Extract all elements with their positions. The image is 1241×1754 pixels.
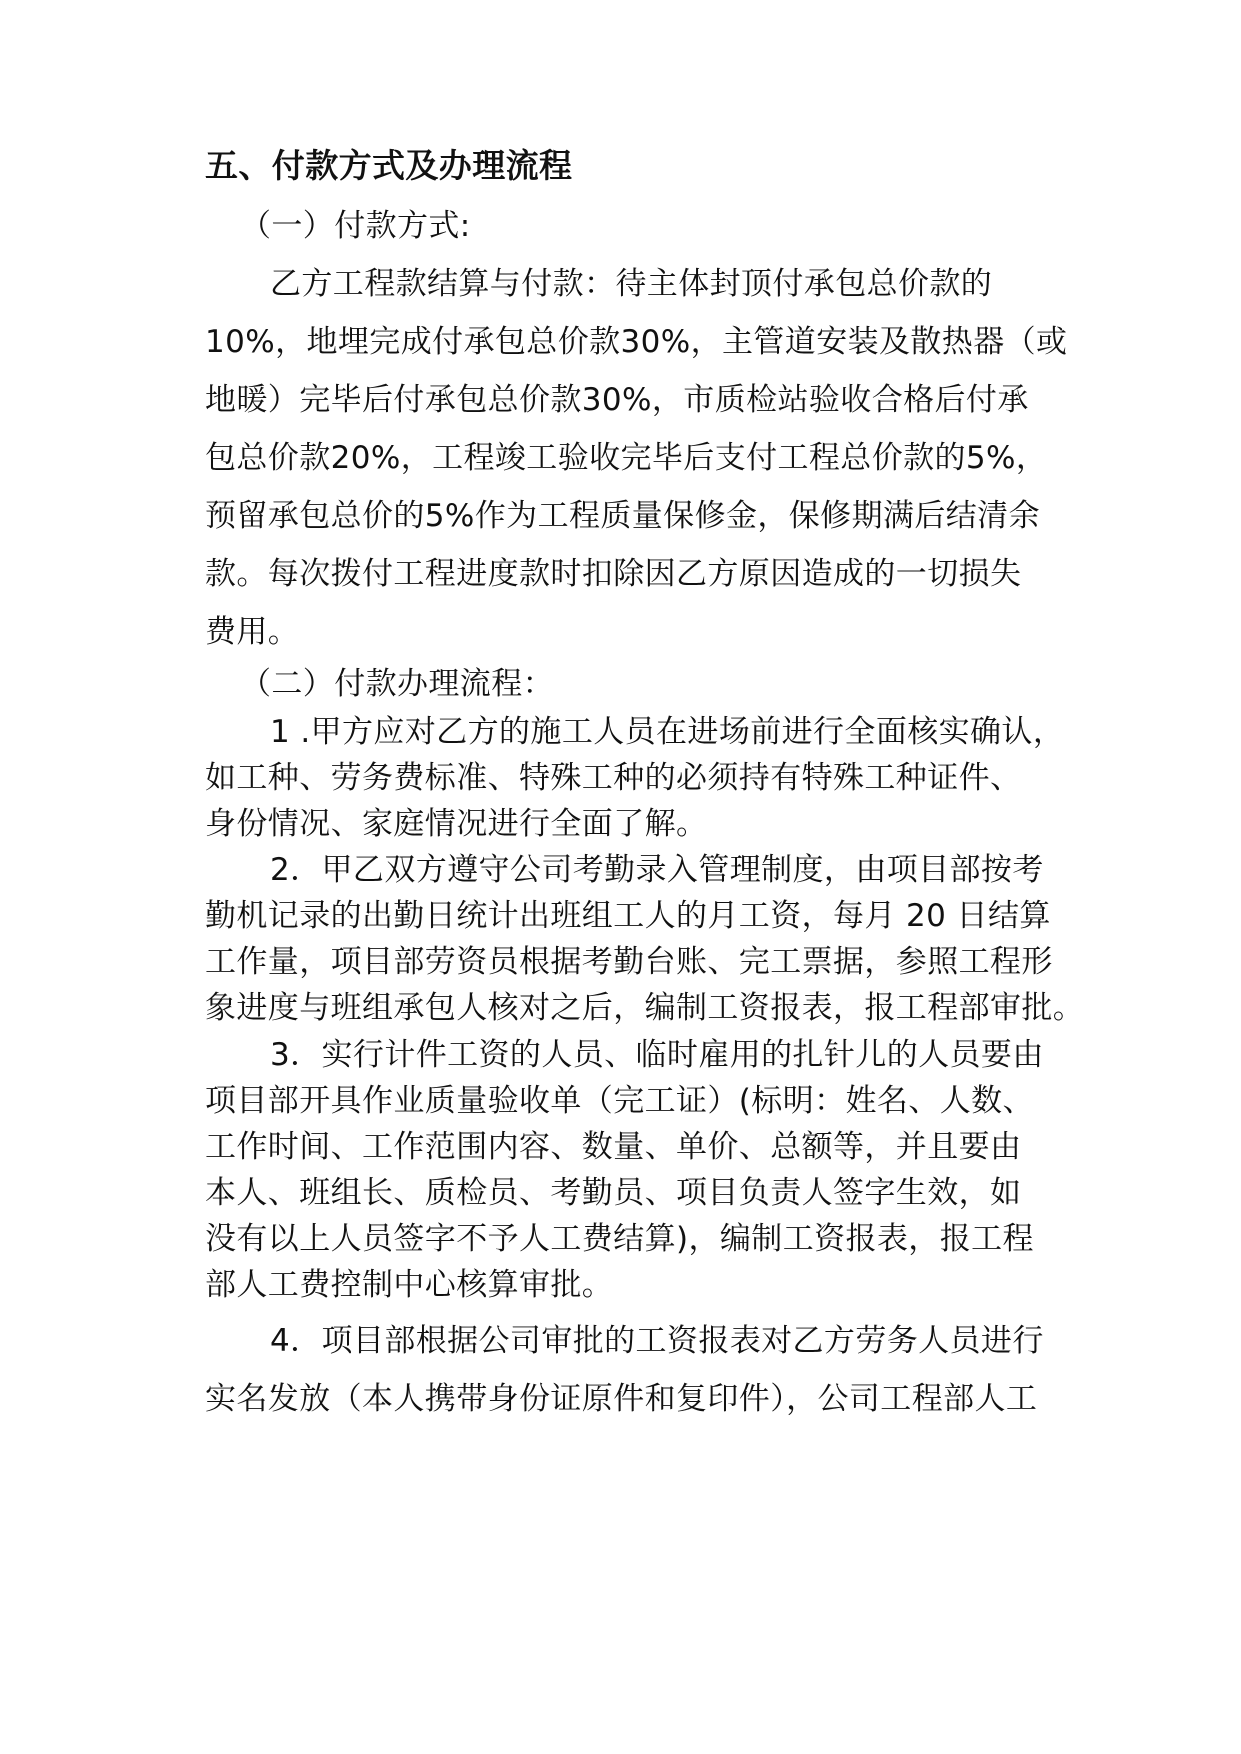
- list-item-line: 2．甲乙双方遵守公司考勤录入管理制度，由项目部按考: [270, 852, 1044, 888]
- list-item-line: 工作量，项目部劳资员根据考勤台账、完工票据，参照工程形: [205, 944, 1053, 980]
- subsection-title-payment-method: （一）付款方式:: [240, 208, 471, 244]
- paragraph-line: 地暖）完毕后付承包总价款30%，市质检站验收合格后付承: [205, 382, 1029, 418]
- section-heading: 五、付款方式及办理流程: [205, 146, 573, 185]
- list-item-line: 没有以上人员签字不予人工费结算)，编制工资报表，报工程: [205, 1221, 1034, 1257]
- paragraph-line: 包总价款20%，工程竣工验收完毕后支付工程总价款的5%，: [205, 440, 1048, 476]
- paragraph-line: 款。每次拨付工程进度款时扣除因乙方原因造成的一切损失: [205, 556, 1022, 592]
- list-item-line: 勤机记录的出勤日统计出班组工人的月工资，每月 20 日结算: [205, 898, 1051, 934]
- list-item-line: 象进度与班组承包人核对之后，编制工资报表，报工程部审批。: [205, 990, 1085, 1026]
- list-item-line: 身份情况、家庭情况进行全面了解。: [205, 806, 708, 842]
- paragraph-line: 乙方工程款结算与付款：待主体封顶付承包总价款的: [270, 266, 993, 302]
- list-item-line: 工作时间、工作范围内容、数量、单价、总额等，并且要由: [205, 1129, 1022, 1165]
- list-item-line: 项目部开具作业质量验收单（完工证）(标明：姓名、人数、: [205, 1083, 1034, 1119]
- list-item-line: 3．实行计件工资的人员、临时雇用的扎针儿的人员要由: [270, 1037, 1044, 1073]
- list-item-line: 本人、班组长、质检员、考勤员、项目负责人签字生效，如: [205, 1175, 1022, 1211]
- list-item-line: 实名发放（本人携带身份证原件和复印件），公司工程部人工: [205, 1381, 1038, 1417]
- list-item-line: 1 .甲方应对乙方的施工人员在进场前进行全面核实确认，: [270, 714, 1065, 750]
- subsection-title-payment-process: （二）付款办理流程：: [240, 666, 554, 702]
- paragraph-line: 10%，地埋完成付承包总价款30%，主管道安装及散热器（或: [205, 324, 1068, 360]
- list-item-line: 部人工费控制中心核算审批。: [205, 1267, 614, 1303]
- paragraph-line: 预留承包总价的5%作为工程质量保修金，保修期满后结清余: [205, 498, 1040, 534]
- list-item-line: 如工种、劳务费标准、特殊工种的必须持有特殊工种证件、: [205, 760, 1022, 796]
- paragraph-line: 费用。: [205, 614, 300, 650]
- list-item-line: 4．项目部根据公司审批的工资报表对乙方劳务人员进行: [270, 1323, 1044, 1359]
